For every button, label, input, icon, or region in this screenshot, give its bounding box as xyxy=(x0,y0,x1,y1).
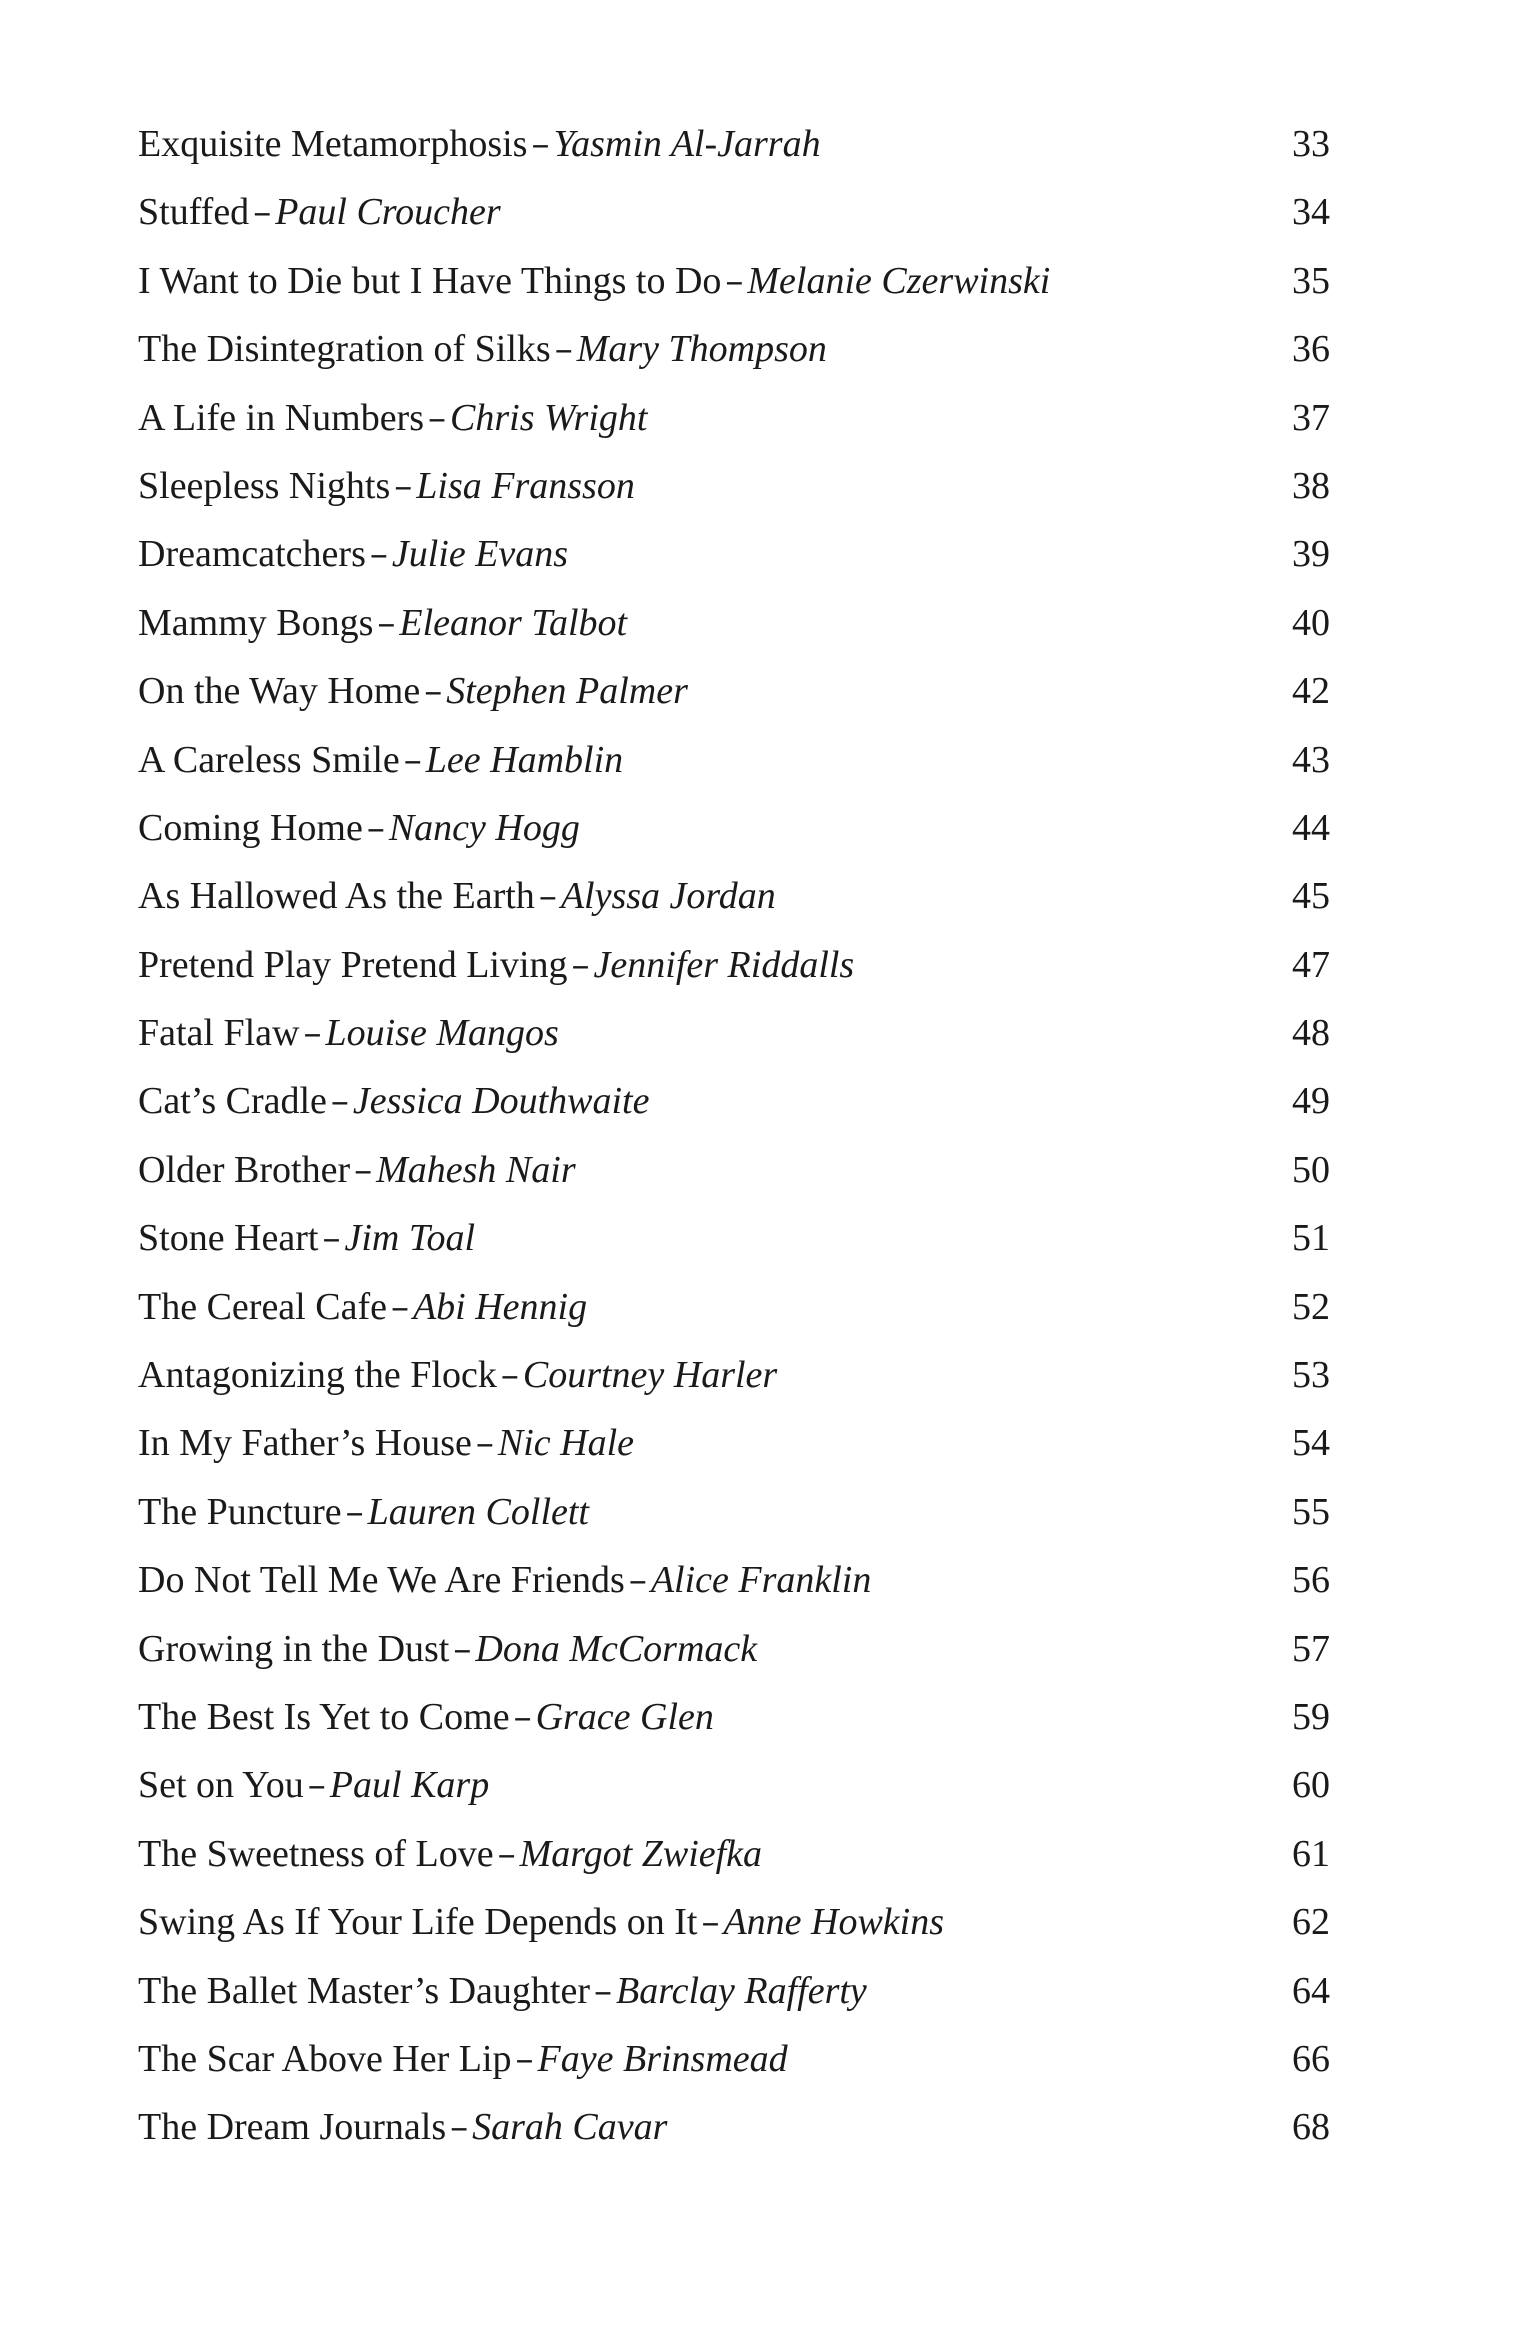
toc-entry[interactable] xyxy=(138,862,1330,930)
page-number[interactable]: 33 xyxy=(1292,123,1330,165)
toc-entry[interactable] xyxy=(138,1204,1330,1272)
toc-entry-text[interactable] xyxy=(138,247,1050,316)
separator: – xyxy=(322,1218,341,1260)
separator: – xyxy=(450,2107,469,2149)
author-name: Eleanor Talbot xyxy=(399,601,628,644)
story-title: Set on You xyxy=(138,1764,304,1807)
separator: – xyxy=(390,1286,409,1328)
page-number[interactable]: 53 xyxy=(1292,1354,1330,1397)
page-number[interactable]: 50 xyxy=(1292,1148,1330,1191)
author-name: Nic Hale xyxy=(497,1422,635,1465)
toc-entry-text[interactable] xyxy=(138,452,635,521)
author-name: Paul Karp xyxy=(329,1764,490,1807)
page-number[interactable]: 47 xyxy=(1292,943,1330,986)
separator: – xyxy=(531,124,550,165)
toc-entry-text[interactable] xyxy=(138,931,854,1000)
separator: – xyxy=(500,1355,519,1397)
author-name: Mahesh Nair xyxy=(376,1148,576,1191)
story-title: The Best Is Yet to Come xyxy=(138,1695,510,1738)
toc-entry-text[interactable] xyxy=(138,2093,667,2162)
separator: – xyxy=(453,1628,472,1670)
story-title: As Hallowed As the Earth xyxy=(138,875,535,918)
author-name: Paul Croucher xyxy=(275,191,501,234)
author-name: Yasmin Al-Jarrah xyxy=(553,123,821,165)
page-number[interactable]: 60 xyxy=(1292,1764,1330,1807)
page-number[interactable]: 45 xyxy=(1292,875,1330,918)
separator: – xyxy=(330,1081,349,1123)
toc-entry-text[interactable] xyxy=(138,1273,587,1342)
separator: – xyxy=(377,602,396,644)
separator: – xyxy=(513,1696,532,1738)
toc-entry[interactable] xyxy=(138,1273,1330,1341)
toc-entry-text[interactable] xyxy=(138,1067,649,1136)
page-number[interactable]: 39 xyxy=(1292,533,1330,576)
toc-entry-text[interactable] xyxy=(138,1615,757,1684)
toc-entry[interactable] xyxy=(138,2093,1330,2161)
separator: – xyxy=(428,397,447,439)
page-number[interactable]: 49 xyxy=(1292,1080,1330,1123)
author-name: Stephen Palmer xyxy=(446,670,688,713)
page-number[interactable]: 38 xyxy=(1292,464,1330,507)
story-title: The Cereal Cafe xyxy=(138,1285,387,1328)
toc-entry-text[interactable] xyxy=(138,657,688,726)
separator: – xyxy=(253,192,272,234)
story-title: The Disintegration of Silks xyxy=(138,328,551,371)
page-number[interactable]: 42 xyxy=(1292,670,1330,713)
author-name: Alyssa Jordan xyxy=(560,875,776,918)
toc-entry[interactable] xyxy=(138,110,1330,178)
story-title: I Want to Die but I Have Things to Do xyxy=(138,259,722,302)
page-number[interactable]: 56 xyxy=(1292,1559,1330,1602)
toc-entry[interactable] xyxy=(138,1409,1330,1477)
page-number[interactable]: 40 xyxy=(1292,601,1330,644)
separator: – xyxy=(515,2038,534,2080)
story-title: Older Brother xyxy=(138,1148,351,1191)
story-title: Pretend Play Pretend Living xyxy=(138,943,568,986)
toc-entry-text[interactable] xyxy=(138,1478,589,1547)
story-title: Dreamcatchers xyxy=(138,533,366,576)
separator: – xyxy=(594,1970,612,2012)
story-title: Growing in the Dust xyxy=(138,1627,450,1670)
toc-entry-text[interactable] xyxy=(138,589,627,658)
author-name: Lauren Collett xyxy=(367,1490,589,1533)
separator: – xyxy=(628,1560,647,1602)
toc-entry[interactable] xyxy=(138,1683,1330,1751)
toc-entry[interactable] xyxy=(138,794,1330,862)
separator: – xyxy=(394,465,413,507)
toc-entry-text[interactable] xyxy=(138,1341,777,1410)
author-name: Nancy Hogg xyxy=(388,806,580,849)
author-name: Jennifer Riddalls xyxy=(593,943,855,986)
toc-entry-text[interactable] xyxy=(138,1136,576,1205)
toc-entry[interactable] xyxy=(138,589,1330,657)
toc-entry[interactable] xyxy=(138,1341,1330,1409)
toc-entry-text[interactable] xyxy=(138,862,776,931)
toc-entry[interactable] xyxy=(138,520,1330,588)
toc-entry[interactable] xyxy=(138,452,1330,520)
author-name: Julie Evans xyxy=(391,533,569,576)
toc-entry[interactable] xyxy=(138,247,1330,315)
story-title: Do Not Tell Me We Are Friends xyxy=(138,1559,625,1602)
toc-entry-text[interactable] xyxy=(138,1546,871,1615)
toc-entry[interactable] xyxy=(138,1546,1330,1614)
page-number[interactable]: 59 xyxy=(1292,1695,1330,1738)
story-title: Coming Home xyxy=(138,806,363,849)
toc-entry-text[interactable] xyxy=(138,726,623,795)
separator: – xyxy=(403,739,422,781)
separator: – xyxy=(725,260,744,302)
toc-entry-text[interactable] xyxy=(138,1204,475,1273)
toc-entry-text[interactable] xyxy=(138,999,559,1068)
author-name: Chris Wright xyxy=(450,396,648,439)
story-title: The Dream Journals xyxy=(138,2106,447,2149)
toc-entry-text[interactable] xyxy=(138,1751,489,1820)
author-name: Lisa Fransson xyxy=(416,464,635,507)
separator: – xyxy=(538,876,557,918)
story-title: Swing As If Your Life Depends on It xyxy=(138,1901,698,1944)
story-title: In My Father’s House xyxy=(138,1422,472,1465)
toc-entry[interactable] xyxy=(138,384,1330,452)
page-number[interactable]: 54 xyxy=(1292,1422,1330,1465)
toc-entry-text[interactable] xyxy=(138,2025,788,2094)
author-name: Anne Howkins xyxy=(723,1901,945,1944)
author-name: Alice Franklin xyxy=(650,1559,872,1602)
author-name: Dona McCormack xyxy=(475,1627,758,1670)
author-name: Louise Mangos xyxy=(325,1012,559,1055)
page-number[interactable]: 34 xyxy=(1292,191,1330,234)
toc-entry[interactable] xyxy=(138,2025,1330,2093)
toc-entry[interactable] xyxy=(138,315,1330,383)
author-name: Sarah Cavar xyxy=(472,2106,668,2149)
author-name: Lee Hamblin xyxy=(425,738,624,781)
story-title: Cat’s Cradle xyxy=(138,1080,327,1123)
story-title: Stuffed xyxy=(138,191,250,234)
toc-entry[interactable] xyxy=(138,1751,1330,1819)
page-number[interactable]: 52 xyxy=(1292,1285,1330,1328)
story-title: Sleepless Nights xyxy=(138,464,391,507)
toc-entry[interactable] xyxy=(138,726,1330,794)
toc-entry-text[interactable] xyxy=(138,315,827,384)
separator: – xyxy=(571,944,590,986)
separator: – xyxy=(303,1013,322,1055)
story-title: On the Way Home xyxy=(138,670,421,713)
author-name: Barclay Rafferty xyxy=(616,1969,867,2012)
page-number[interactable]: 57 xyxy=(1292,1627,1330,1670)
author-name: Faye Brinsmead xyxy=(537,2037,788,2080)
separator: – xyxy=(366,807,385,849)
toc-entry[interactable] xyxy=(138,1478,1330,1546)
story-title: Stone Heart xyxy=(138,1217,319,1260)
toc-entry-text[interactable] xyxy=(138,178,501,247)
toc-entry[interactable] xyxy=(138,1957,1330,2025)
toc-entry[interactable] xyxy=(138,1888,1330,1956)
separator: – xyxy=(701,1902,720,1944)
page-number[interactable]: 44 xyxy=(1292,806,1330,849)
page-number[interactable]: 35 xyxy=(1292,259,1330,302)
toc-entry[interactable] xyxy=(138,1615,1330,1683)
story-title: The Puncture xyxy=(138,1490,342,1533)
page-number[interactable]: 61 xyxy=(1292,1832,1330,1875)
table-of-contents xyxy=(138,110,1330,2162)
toc-entry-text[interactable] xyxy=(138,384,647,453)
author-name: Courtney Harler xyxy=(522,1354,778,1397)
author-name: Abi Hennig xyxy=(412,1285,588,1328)
toc-entry[interactable] xyxy=(138,1136,1330,1204)
story-title: The Ballet Master’s Daughter xyxy=(138,1969,590,2012)
toc-entry[interactable] xyxy=(138,931,1330,999)
separator: – xyxy=(475,1423,494,1465)
separator: – xyxy=(345,1491,364,1533)
separator: – xyxy=(354,1149,373,1191)
story-title: A Life in Numbers xyxy=(138,396,425,439)
separator: – xyxy=(307,1765,326,1807)
toc-entry-text[interactable] xyxy=(138,110,821,179)
page-number[interactable]: 36 xyxy=(1292,328,1330,371)
page-number[interactable]: 43 xyxy=(1292,738,1330,781)
story-title: Fatal Flaw xyxy=(138,1012,300,1055)
page-number[interactable]: 62 xyxy=(1292,1901,1330,1944)
author-name: Melanie Czerwinski xyxy=(747,259,1051,302)
toc-entry[interactable] xyxy=(138,1820,1330,1888)
page-number[interactable]: 68 xyxy=(1292,2106,1330,2149)
toc-entry-text[interactable] xyxy=(138,794,580,863)
page-number[interactable]: 66 xyxy=(1292,2037,1330,2080)
story-title: The Scar Above Her Lip xyxy=(138,2037,512,2080)
toc-entry[interactable] xyxy=(138,657,1330,725)
story-title: Antagonizing the Flock xyxy=(138,1354,497,1397)
page-number[interactable]: 48 xyxy=(1292,1012,1330,1055)
author-name: Jessica Douthwaite xyxy=(352,1080,650,1123)
story-title: A Careless Smile xyxy=(138,738,400,781)
story-title: Mammy Bongs xyxy=(138,601,374,644)
toc-entry-text[interactable] xyxy=(138,1409,634,1478)
toc-entry-text[interactable] xyxy=(138,1683,714,1752)
page-number[interactable]: 64 xyxy=(1292,1969,1330,2012)
story-title: The Sweetness of Love xyxy=(138,1832,494,1875)
story-title: Exquisite Metamorphosis xyxy=(138,123,528,165)
toc-entry-text[interactable] xyxy=(138,1888,944,1957)
page-number[interactable]: 51 xyxy=(1292,1217,1330,1260)
separator: – xyxy=(369,534,388,576)
author-name: Mary Thompson xyxy=(576,328,827,371)
toc-entry[interactable] xyxy=(138,178,1330,246)
author-name: Margot Zwiefka xyxy=(519,1832,763,1875)
author-name: Grace Glen xyxy=(535,1695,714,1738)
author-name: Jim Toal xyxy=(344,1217,476,1260)
toc-entry[interactable] xyxy=(138,1067,1330,1135)
toc-entry-text[interactable] xyxy=(138,1820,762,1889)
toc-entry-text[interactable] xyxy=(138,520,568,589)
toc-entry-text[interactable] xyxy=(138,1957,867,2026)
separator: – xyxy=(554,329,573,371)
page-number[interactable]: 55 xyxy=(1292,1490,1330,1533)
separator: – xyxy=(424,671,443,713)
separator: – xyxy=(497,1833,516,1875)
page-number[interactable]: 37 xyxy=(1292,396,1330,439)
toc-entry[interactable] xyxy=(138,999,1330,1067)
